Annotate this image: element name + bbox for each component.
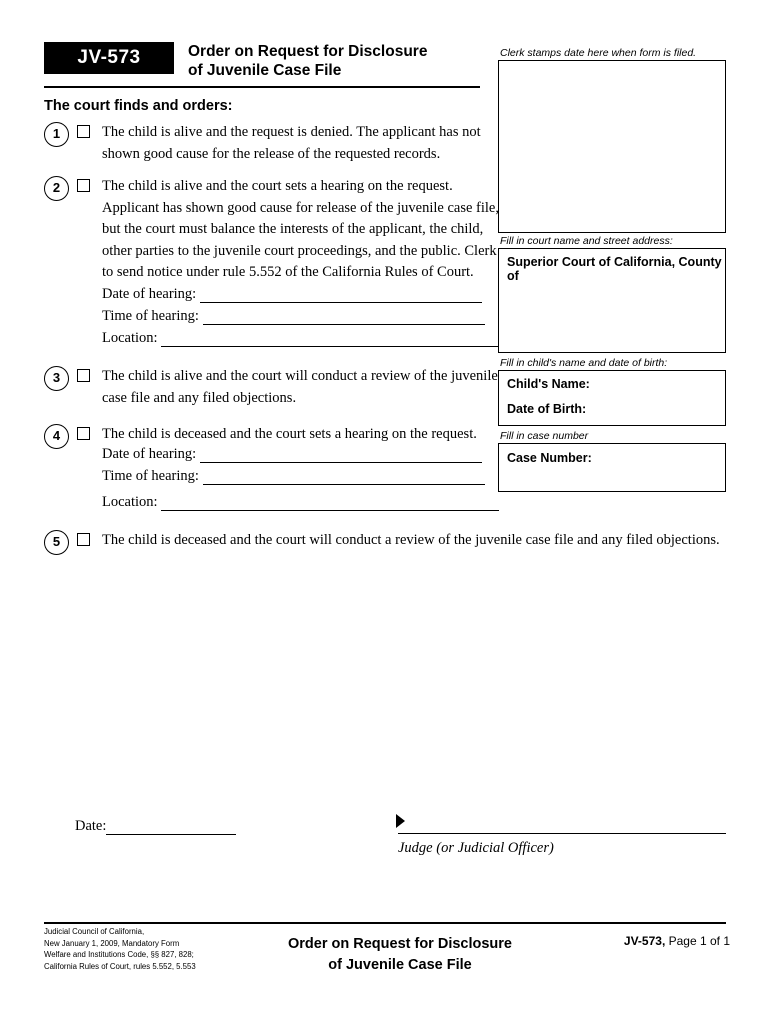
checkbox-item-4[interactable] bbox=[77, 427, 90, 440]
item-text-2: The child is alive and the court sets a hearing on the request. Applicant has shown good cause for release of the juvenile case file, but the court must balance the interests of the applicant, the child, other parties to the juvenile court proceedings, and the public. Clerk to send notice under rule 5.552 of the California Rules of Court. bbox=[102, 178, 499, 280]
clerk-stamp-box[interactable] bbox=[498, 60, 726, 233]
form-title-line1: Order on Request for Disclosure bbox=[188, 43, 428, 60]
checkbox-item-5[interactable] bbox=[77, 533, 90, 546]
item-2-time-rule[interactable] bbox=[203, 310, 485, 325]
item-2-location[interactable] bbox=[102, 330, 499, 347]
checkbox-item-3[interactable] bbox=[77, 369, 90, 382]
footer-left-line-2: New January 1, 2009, Mandatory Form bbox=[44, 938, 180, 948]
footer-center-line-2: of Juvenile Case File bbox=[328, 957, 472, 973]
footer-divider bbox=[44, 922, 726, 924]
form-header bbox=[44, 42, 480, 80]
item-text-5: The child is deceased and the court will conduct a review of the juvenile case file and any filed objections. bbox=[102, 532, 720, 548]
item-4-time-label: Time of hearing: bbox=[102, 468, 199, 484]
item-number-1: 1 bbox=[44, 122, 69, 147]
item-4-date-of-hearing[interactable] bbox=[102, 446, 482, 463]
judge-signature-label: Judge (or Judicial Officer) bbox=[398, 840, 554, 856]
item-number-4: 4 bbox=[44, 424, 69, 449]
clerk-stamp-caption: Clerk stamps date here when form is filed. bbox=[500, 47, 697, 59]
signature-date-rule[interactable] bbox=[106, 820, 236, 835]
child-box-caption: Fill in child's name and date of birth: bbox=[500, 357, 668, 369]
signature-arrow-icon bbox=[396, 814, 405, 828]
footer-left-line-3: Welfare and Institutions Code, §§ 827, 828; bbox=[44, 950, 194, 959]
signature-date-field[interactable] bbox=[75, 818, 236, 835]
case-box-caption: Fill in case number bbox=[500, 430, 589, 442]
item-4-location-label: Location: bbox=[102, 494, 158, 510]
signature-line[interactable] bbox=[398, 833, 726, 834]
item-4-date-rule[interactable] bbox=[200, 448, 482, 463]
child-dob-label: Date of Birth: bbox=[507, 402, 587, 416]
item-2-location-label: Location: bbox=[102, 330, 158, 346]
footer-page-number: Page 1 of 1 bbox=[665, 934, 730, 948]
footer-form-number: JV-573, bbox=[623, 934, 666, 948]
court-name-label: Superior Court of California, County of bbox=[507, 255, 722, 283]
court-box-caption: Fill in court name and street address: bbox=[500, 235, 673, 247]
footer-form-title bbox=[250, 934, 550, 976]
footer-center-line-1: Order on Request for Disclosure bbox=[288, 936, 512, 952]
item-number-3: 3 bbox=[44, 366, 69, 391]
header-divider bbox=[44, 86, 480, 88]
item-4-time-rule[interactable] bbox=[203, 470, 485, 485]
form-title-line2: of Juvenile Case File bbox=[188, 62, 342, 79]
item-2-time-of-hearing[interactable] bbox=[102, 308, 485, 325]
footer-page-info bbox=[600, 934, 730, 948]
checkbox-item-1[interactable] bbox=[77, 125, 90, 138]
item-text-4: The child is deceased and the court sets a hearing on the request. bbox=[102, 426, 477, 442]
item-4-date-label: Date of hearing: bbox=[102, 446, 197, 462]
case-number-box[interactable] bbox=[498, 443, 726, 492]
item-text-3: The child is alive and the court will conduct a review of the juvenile case file and any filed objections. bbox=[102, 368, 498, 406]
item-text-1: The child is alive and the request is denied. The applicant has not shown good cause for the release of the requested records. bbox=[102, 124, 481, 162]
child-name-label: Child's Name: bbox=[507, 377, 590, 391]
signature-date-label: Date: bbox=[75, 818, 107, 834]
court-name-box[interactable] bbox=[498, 248, 726, 353]
footer-left-line-4: California Rules of Court, rules 5.552, 5.553 bbox=[44, 961, 196, 971]
item-2-location-rule[interactable] bbox=[161, 332, 499, 347]
item-4-location[interactable] bbox=[102, 494, 499, 511]
checkbox-item-2[interactable] bbox=[77, 179, 90, 192]
footer-legal-citations bbox=[44, 926, 264, 972]
item-2-date-rule[interactable] bbox=[200, 288, 482, 303]
item-number-5: 5 bbox=[44, 530, 69, 555]
court-finds-heading: The court finds and orders: bbox=[44, 98, 233, 114]
footer-left-line-1: Judicial Council of California, bbox=[44, 927, 145, 936]
item-4-time-of-hearing[interactable] bbox=[102, 468, 485, 485]
form-number-badge: JV-573 bbox=[44, 42, 174, 74]
form-title bbox=[188, 42, 478, 80]
item-2-date-label: Date of hearing: bbox=[102, 286, 197, 302]
item-4-location-rule[interactable] bbox=[161, 496, 499, 511]
item-2-time-label: Time of hearing: bbox=[102, 308, 199, 324]
item-number-2: 2 bbox=[44, 176, 69, 201]
child-info-box[interactable] bbox=[498, 370, 726, 426]
item-2-date-of-hearing[interactable] bbox=[102, 286, 482, 303]
case-number-label: Case Number: bbox=[507, 451, 592, 465]
